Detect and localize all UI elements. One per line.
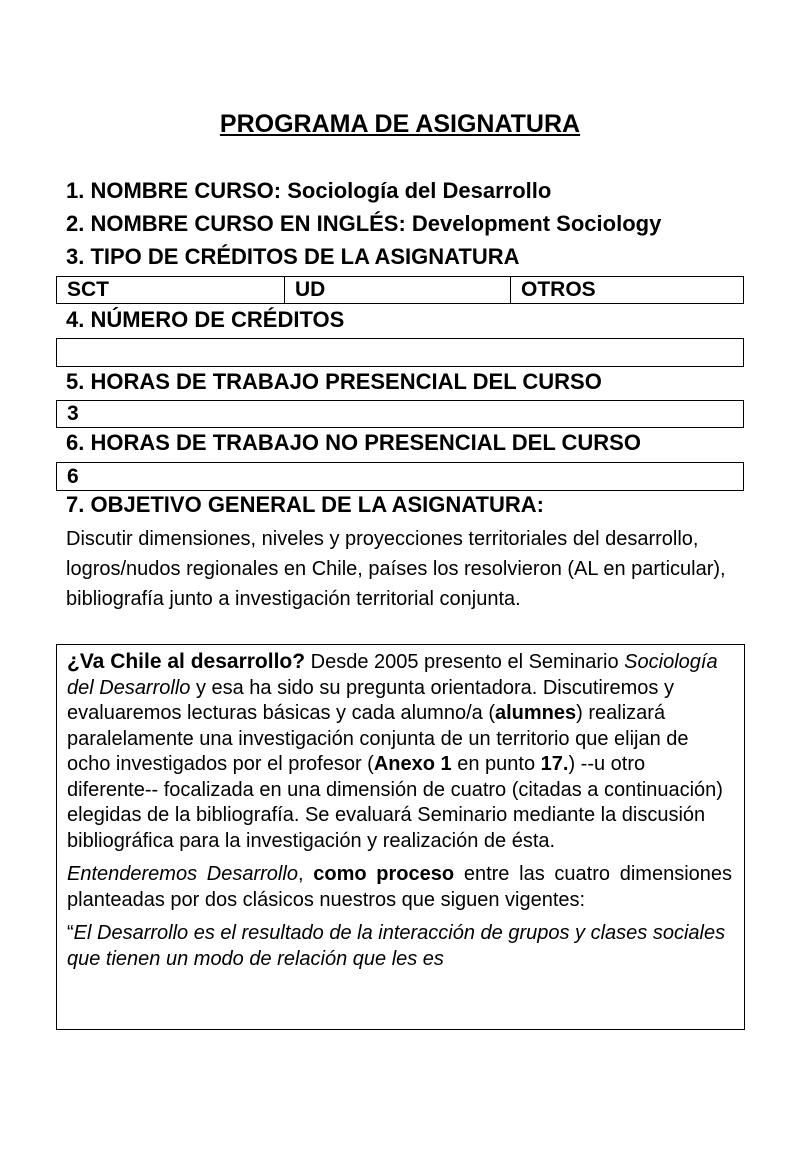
section-4-credit-number: 4. NÚMERO DE CRÉDITOS — [66, 307, 345, 332]
seminar-description-box — [56, 644, 745, 1030]
non-presencial-hours-value: 6 — [67, 465, 79, 488]
credit-type-ud: UD — [285, 277, 511, 303]
seminar-name: Sociología del Desarrollo — [67, 651, 718, 699]
quote-text: El Desarrollo es el resultado de la interacción de grupos y clases sociales que tienen un modo de relación que les es — [67, 922, 726, 970]
section-2-course-name-english: 2. NOMBRE CURSO EN INGLÉS: Development Sociology — [66, 211, 662, 236]
credits-value-box — [56, 338, 744, 367]
section-3-credit-type: 3. TIPO DE CRÉDITOS DE LA ASIGNATURA — [66, 244, 520, 269]
non-presencial-hours-box — [56, 462, 744, 491]
general-objective-text: Discutir dimensiones, niveles y proyecciones territoriales del desarrollo, logros/nudos regionales en Chile, países los resolvieron (AL en particular), bibliografía junto a investigación territorial conjunta. — [66, 528, 726, 610]
presencial-hours-box — [56, 400, 744, 428]
intro-paragraph: ¿Va Chile al desarrollo? Desde 2005 presento el Seminario Sociología del Desarrollo y esa ha sido su pregunta orientadora. Discutiremos y evaluaremos lecturas básicas y cada alumno/a (alumnes) realizará paralelamente una investigación conjunta de un territorio que elijan de ocho investigados por el profesor (Anexo 1 en punto 17.) --u otro diferente-- focalizada en una dimensión de cuatro (citadas a continuación) elegidas de la bibliografía. Se evaluará Seminario mediante la discusión bibliográfica para la investigación y realización de ésta. — [67, 650, 723, 852]
credit-type-table — [56, 276, 744, 304]
presencial-hours-value: 3 — [67, 402, 79, 425]
annex-reference: Anexo 1 — [373, 753, 452, 775]
section-5-presencial-hours: 5. HORAS DE TRABAJO PRESENCIAL DEL CURSO — [66, 369, 602, 394]
section-1-course-name: 1. NOMBRE CURSO: Sociología del Desarrollo — [66, 178, 552, 203]
section-7-general-objective: 7. OBJETIVO GENERAL DE LA ASIGNATURA: — [66, 492, 544, 517]
guiding-question: ¿Va Chile al desarrollo? — [67, 650, 306, 673]
page-title: PROGRAMA DE ASIGNATURA — [219, 110, 581, 138]
quote-paragraph: “El Desarrollo es el resultado de la interacción de grupos y clases sociales que tienen un modo de relación que les es — [67, 922, 726, 970]
credit-type-sct: SCT — [57, 277, 285, 303]
section-6-non-presencial-hours: 6. HORAS DE TRABAJO NO PRESENCIAL DEL CURSO — [66, 430, 641, 455]
development-definition-paragraph: Entenderemos Desarrollo, como proceso entre las cuatro dimensiones planteadas por dos clásicos nuestros que siguen vigentes: — [67, 863, 733, 911]
credit-type-otros: OTROS — [521, 278, 596, 301]
